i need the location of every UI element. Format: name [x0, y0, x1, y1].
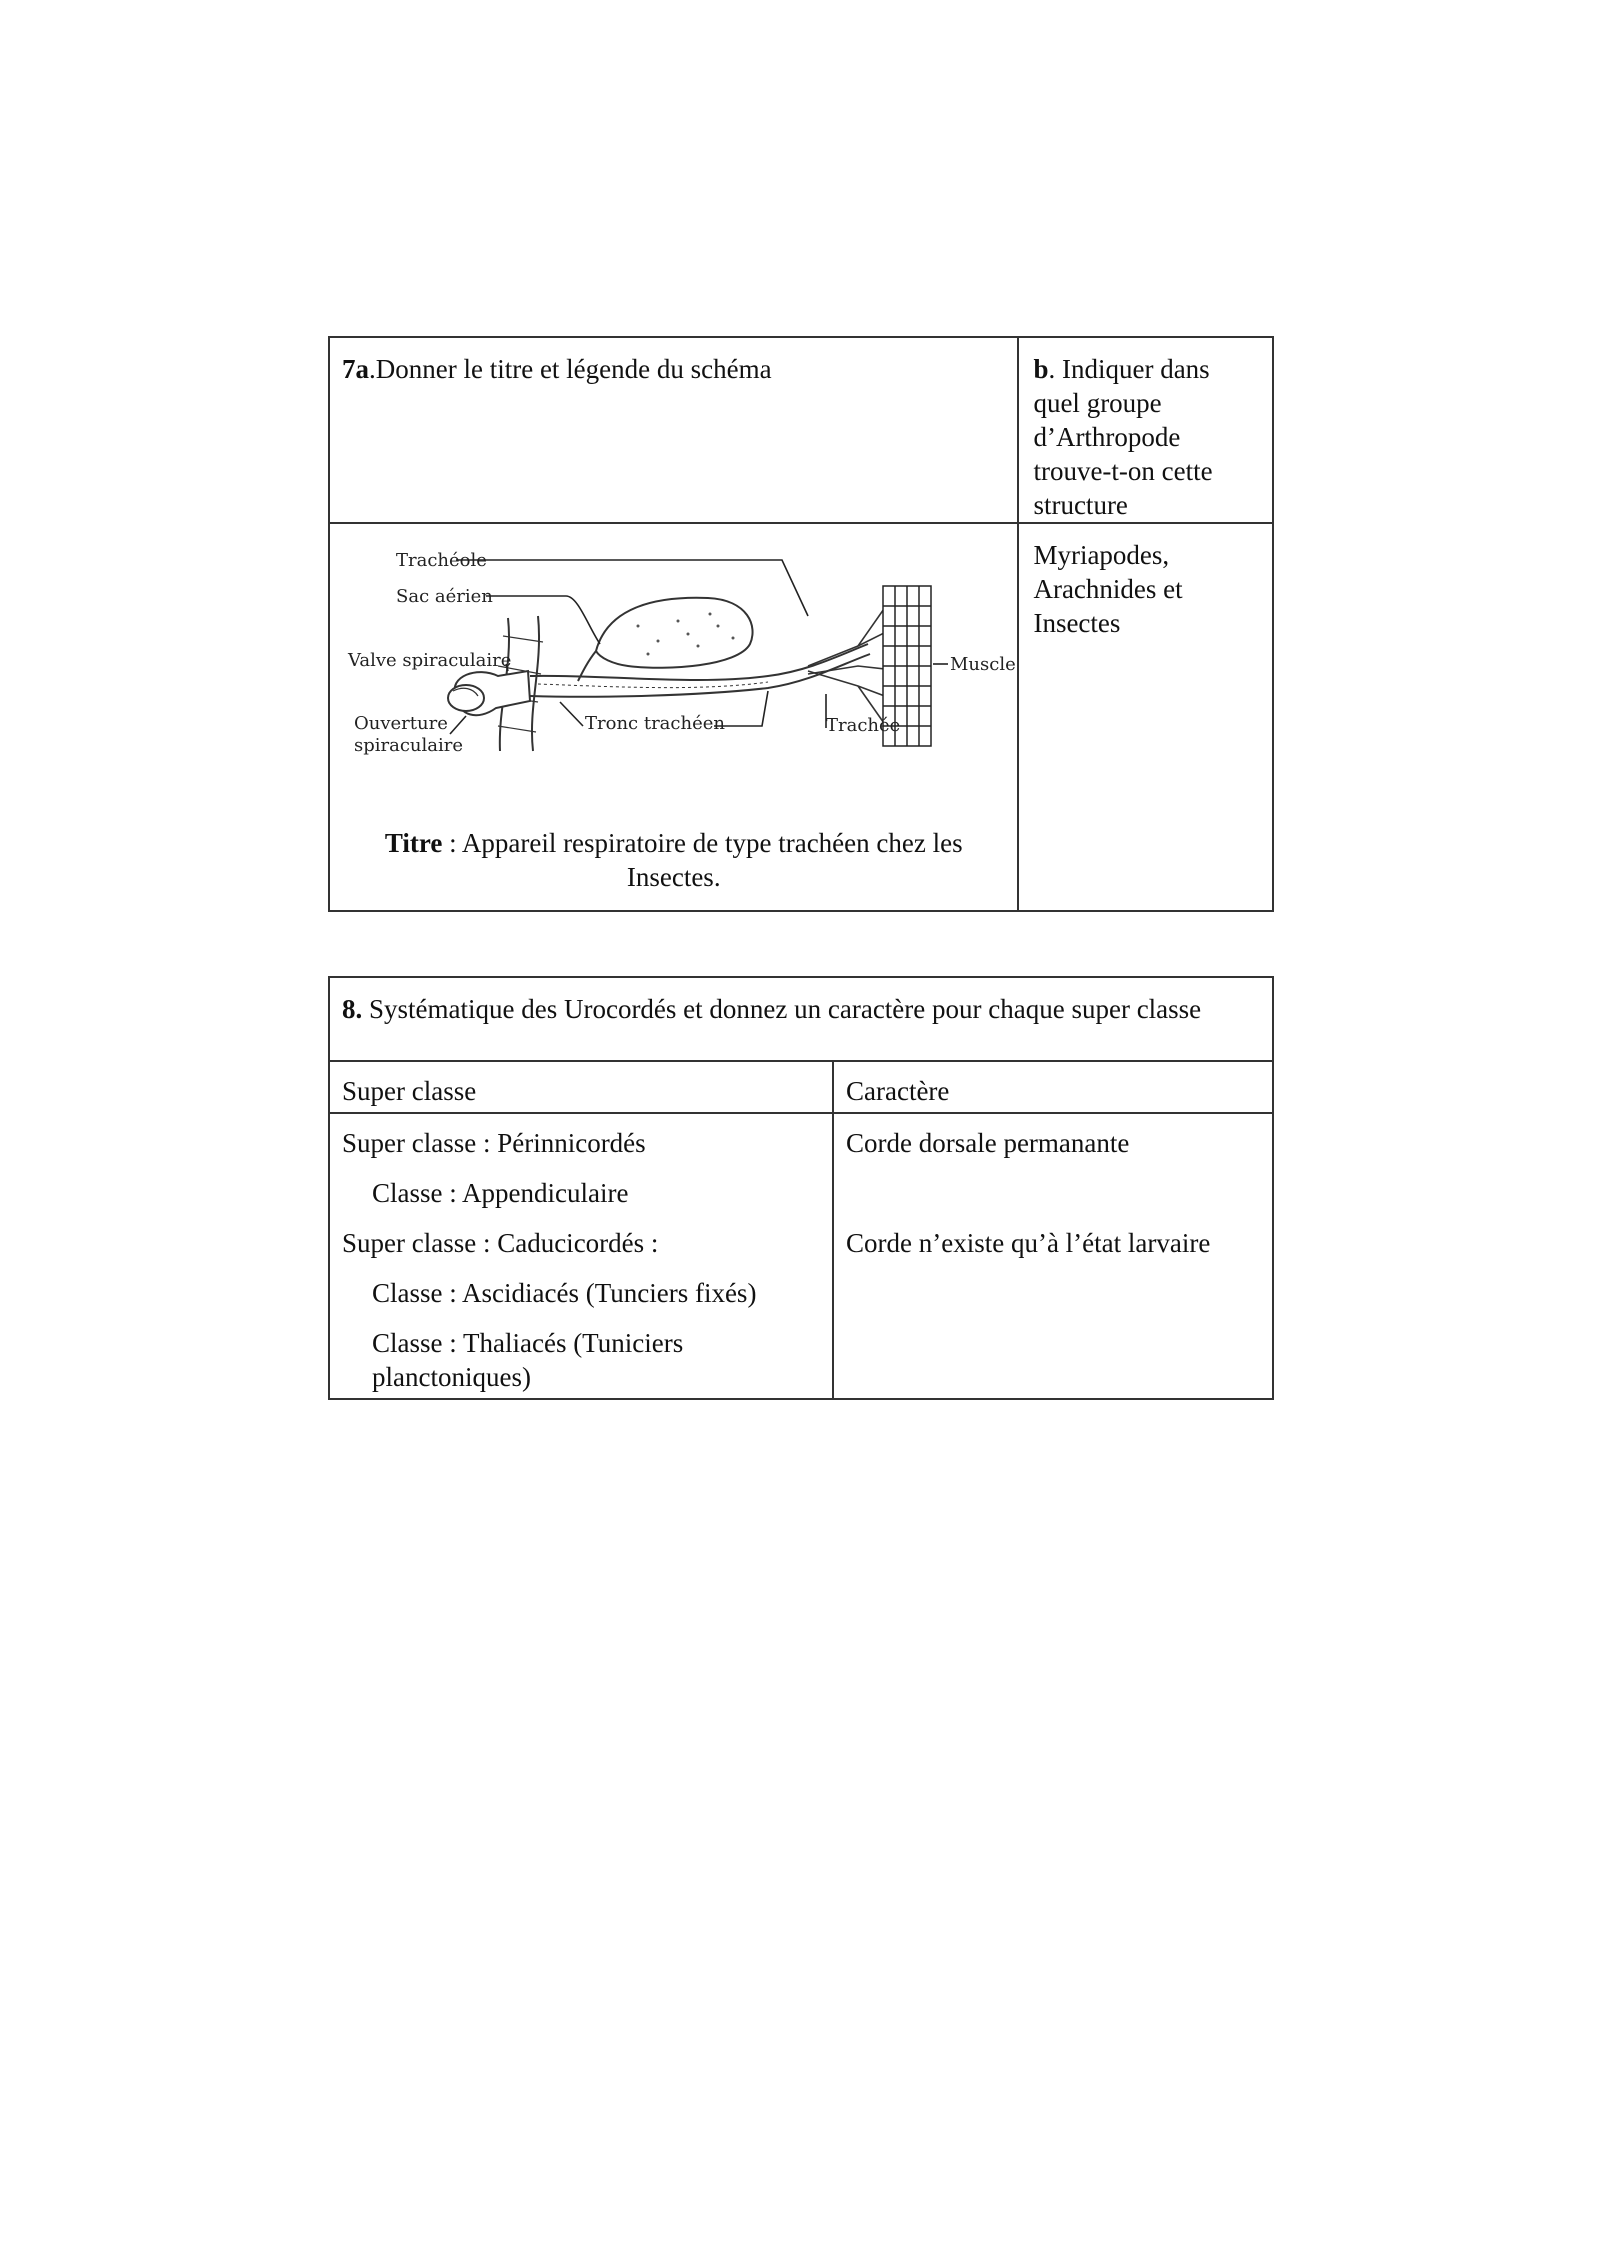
- titre-label: Titre: [384, 828, 443, 858]
- label-ouverture: Ouverture: [354, 713, 448, 734]
- row-left: Classe : Thaliacés (Tuniciers planctoniques): [372, 1328, 684, 1392]
- label-trachee: Trachée: [826, 715, 901, 736]
- column-header-super-classe: Super classe: [329, 1061, 833, 1113]
- row-right: [846, 1176, 1260, 1226]
- row-left: Super classe : Périnnicordés: [342, 1128, 646, 1158]
- label-spiraculaire: spiraculaire: [354, 735, 464, 756]
- question-7a-cell: [329, 337, 1018, 523]
- label-tracheole: Trachéole: [396, 550, 487, 571]
- question-7b-text: . Indiquer dans quel groupe d’Arthropode trouve-t-on cette structure: [1033, 354, 1213, 520]
- answer-7b-text: Myriapodes, Arachnides et Insectes: [1033, 540, 1183, 638]
- row-left: Classe : Appendiculaire: [372, 1178, 629, 1208]
- column-header-caractere: Caractère: [833, 1061, 1273, 1113]
- question-8-table: [328, 976, 1274, 1400]
- figure-cell: [329, 523, 1018, 911]
- question-7-table: [328, 336, 1274, 912]
- question-8-text: Systématique des Urocordés et donnez un caractère pour chaque super classe: [362, 994, 1202, 1024]
- row-right: Corde n’existe qu’à l’état larvaire: [846, 1228, 1211, 1258]
- label-valve-spiraculaire: Valve spiraculaire: [348, 650, 512, 671]
- titre-text: : Appareil respiratoire de type trachéen chez les Insectes.: [442, 828, 963, 892]
- character-cell: [833, 1113, 1273, 1399]
- label-sac-aerien: Sac aérien: [396, 586, 493, 607]
- question-8-cell: [329, 977, 1273, 1061]
- row-left: Super classe : Caducicordés :: [342, 1228, 659, 1258]
- answer-7b-cell: [1018, 523, 1273, 911]
- question-7a-text: .Donner le titre et légende du schéma: [369, 354, 772, 384]
- figure-title: [330, 826, 1017, 894]
- question-8-number: 8.: [342, 994, 363, 1024]
- question-7b-cell: [1018, 337, 1273, 523]
- question-7a-number: 7a: [342, 354, 369, 384]
- classification-cell: [329, 1113, 833, 1399]
- label-tronc-tracheen: Tronc trachéen: [585, 713, 725, 734]
- row-left: Classe : Ascidiacés (Tunciers fixés): [372, 1278, 757, 1308]
- question-7b-letter: b: [1033, 354, 1049, 384]
- label-muscle: Muscle: [950, 654, 1016, 675]
- tracheal-system-diagram: [338, 526, 1018, 756]
- row-right: Corde dorsale permanante: [846, 1128, 1130, 1158]
